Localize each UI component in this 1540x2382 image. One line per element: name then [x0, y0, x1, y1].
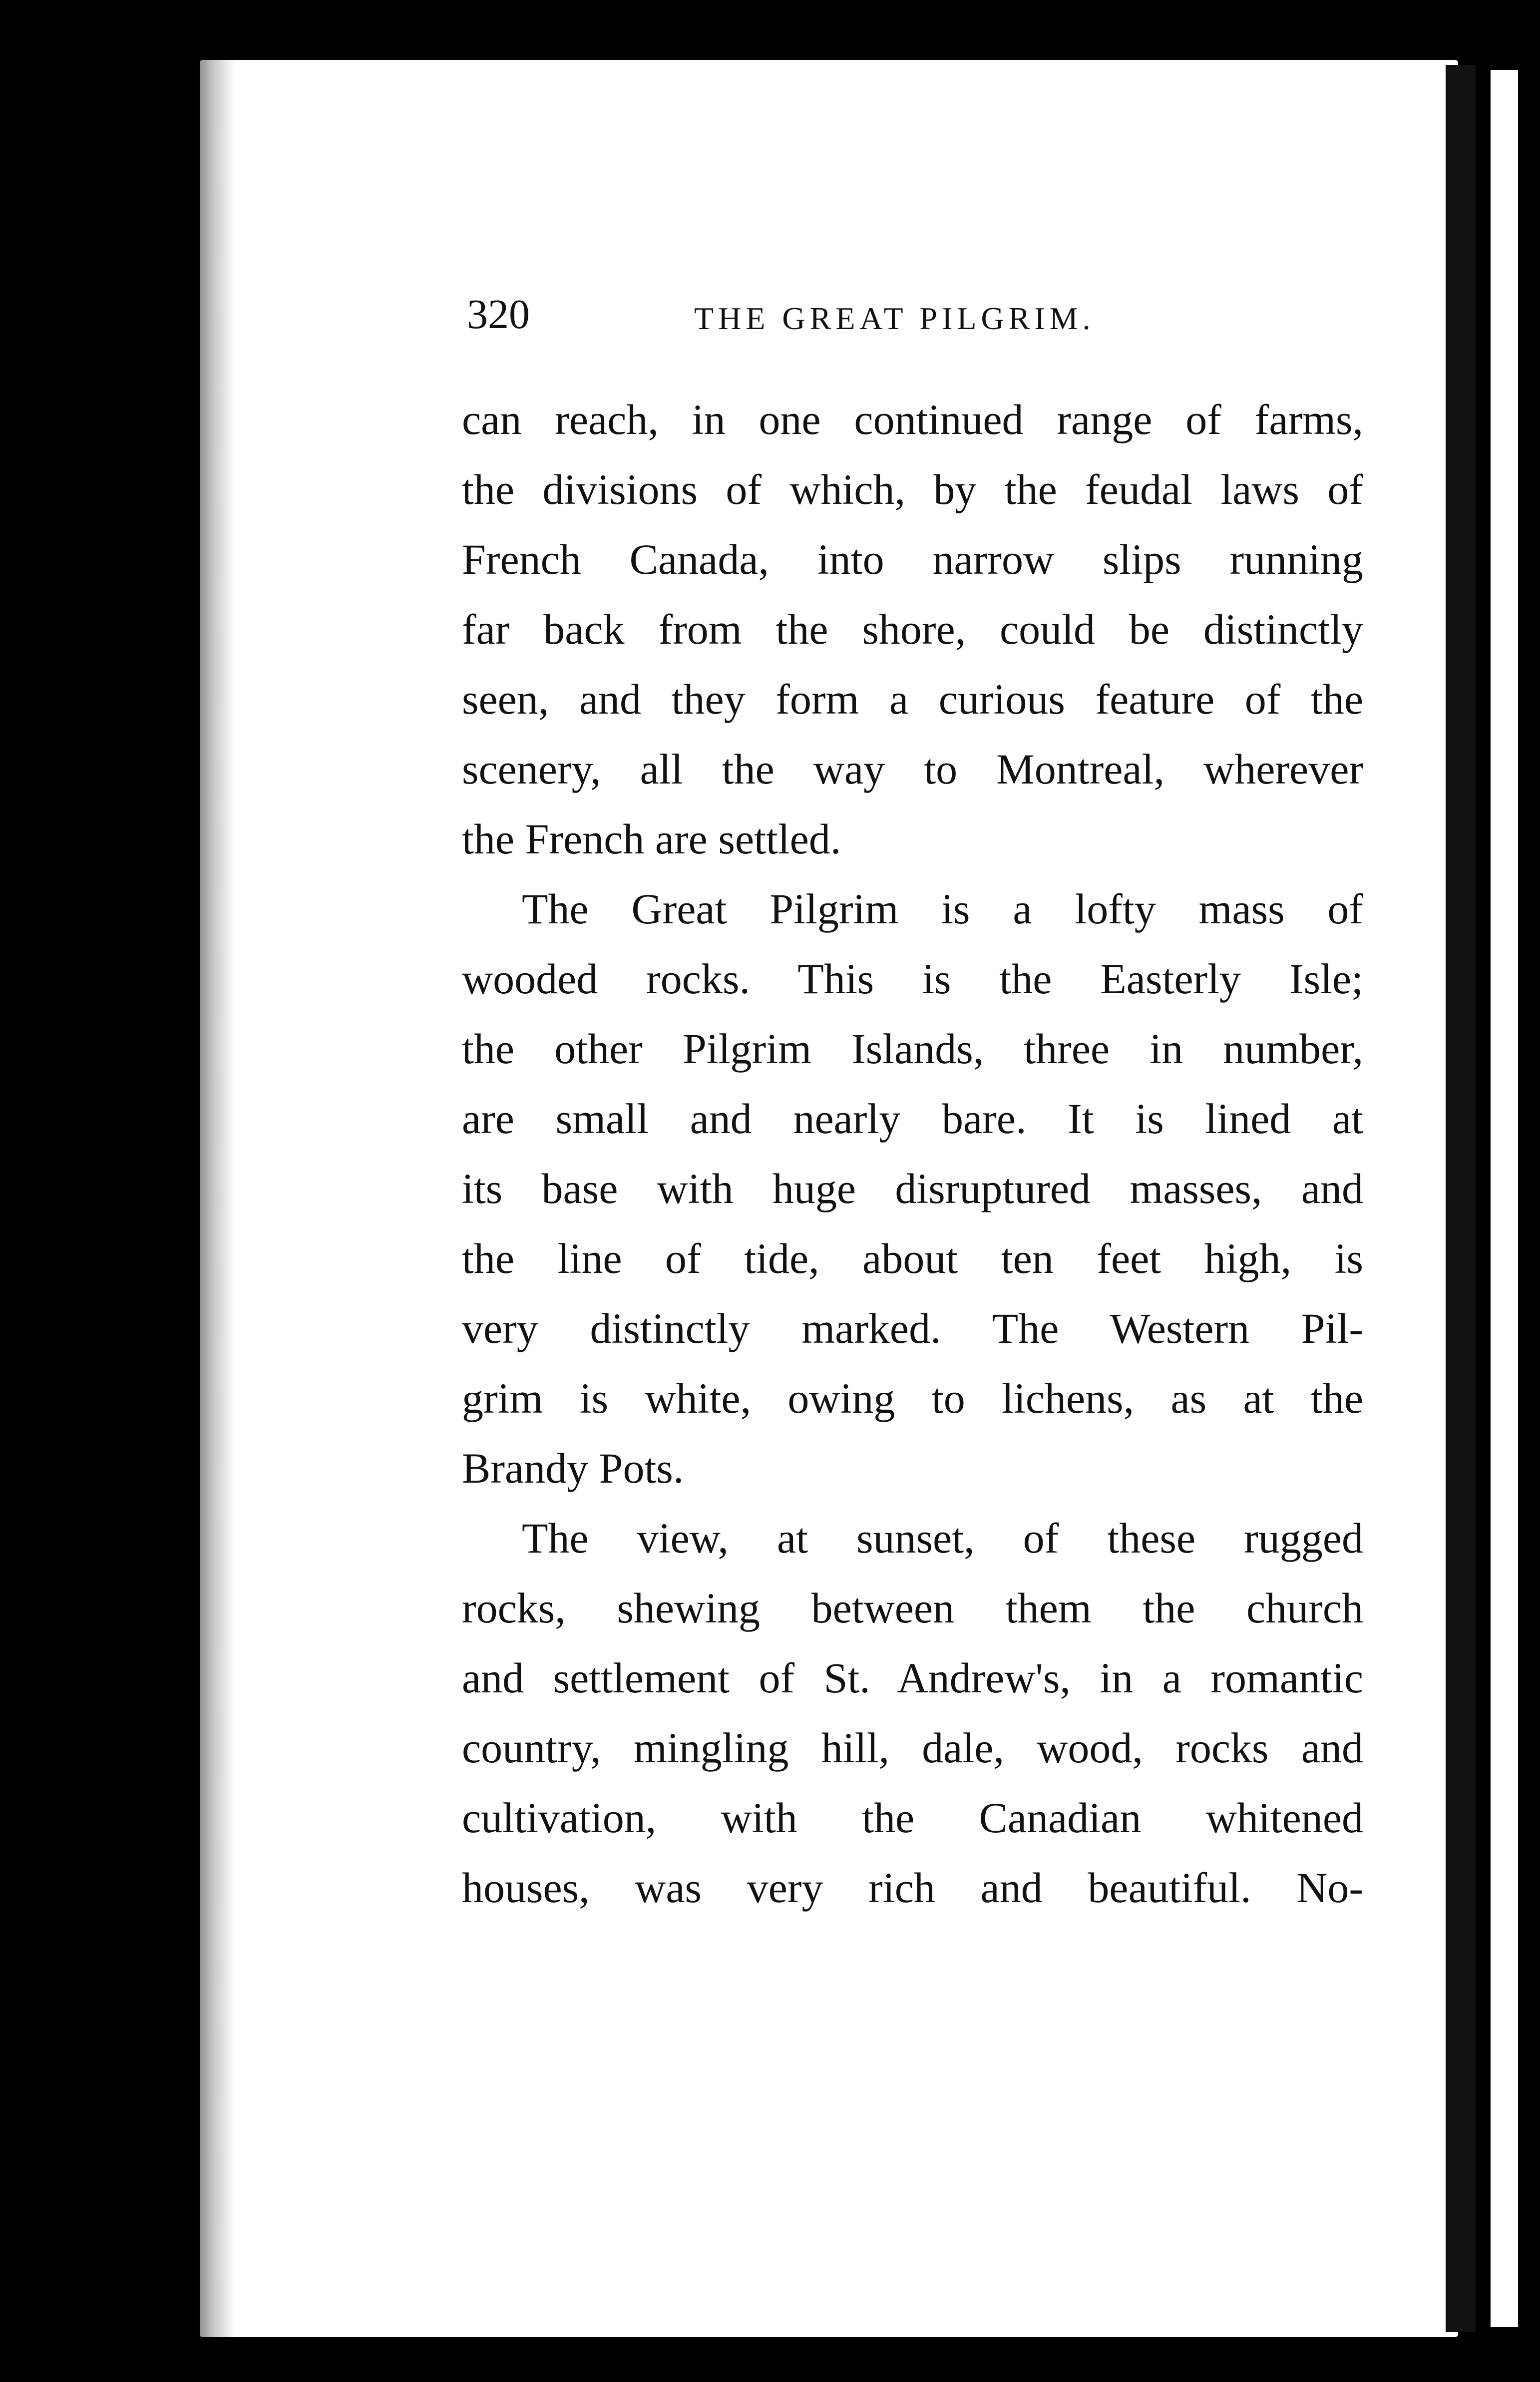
text-line: the other Pilgrim Islands, three in number, — [462, 1025, 1363, 1073]
next-page-edge — [1491, 70, 1518, 2327]
text-line: cultivation, with the Canadian whitened — [462, 1794, 1363, 1842]
page-gutter-shadow — [200, 60, 235, 2337]
text-line: its base with huge disruptured masses, and — [462, 1165, 1363, 1212]
book-spine-edge — [1446, 65, 1476, 2332]
text-line: Brandy Pots. — [462, 1444, 684, 1492]
text-line: seen, and they form a curious feature of the — [462, 675, 1363, 723]
text-line: The view, at sunset, of these rugged — [522, 1514, 1363, 1562]
text-line: grim is white, owing to lichens, as at the — [462, 1374, 1363, 1422]
running-title: THE GREAT PILGRIM. — [694, 301, 1095, 336]
text-line: can reach, in one continued range of farms, — [462, 396, 1363, 443]
text-line: the line of tide, about ten feet high, is — [462, 1234, 1363, 1282]
text-line: country, mingling hill, dale, wood, rocks and — [462, 1724, 1363, 1772]
running-header — [467, 287, 1166, 342]
text-line: wooded rocks. This is the Easterly Isle; — [462, 955, 1363, 1003]
text-line: the French are settled. — [462, 815, 841, 863]
text-line: are small and nearly bare. It is lined at — [462, 1095, 1363, 1143]
text-line: The Great Pilgrim is a lofty mass of — [522, 885, 1363, 933]
text-line: houses, was very rich and beautiful. No- — [462, 1864, 1363, 1912]
page-number: 320 — [467, 291, 530, 338]
text-line: the divisions of which, by the feudal laws of — [462, 465, 1363, 513]
text-line: and settlement of St. Andrew's, in a romantic — [462, 1654, 1363, 1702]
text-line: rocks, shewing between them the church — [462, 1584, 1363, 1632]
text-line: French Canada, into narrow slips running — [462, 535, 1363, 583]
text-line: far back from the shore, could be distinctly — [462, 605, 1363, 653]
text-line: very distinctly marked. The Western Pil- — [462, 1304, 1363, 1352]
text-line: scenery, all the way to Montreal, wherever — [462, 745, 1363, 793]
